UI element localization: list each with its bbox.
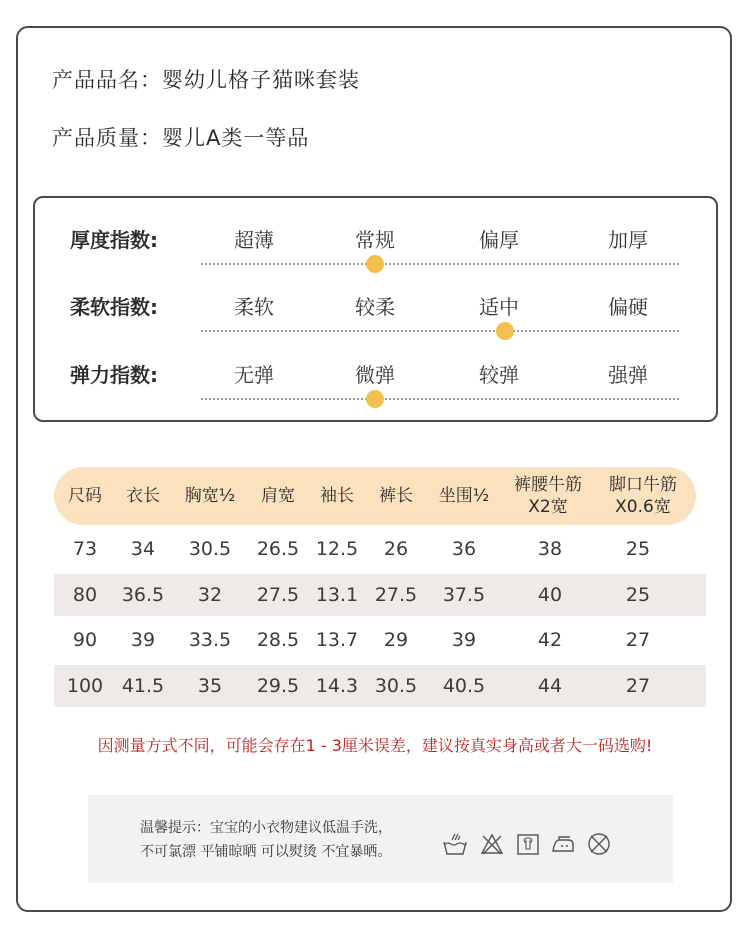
table-cell: 27	[625, 675, 651, 697]
elasticity-option: 强弹	[608, 363, 648, 387]
table-cell: 35	[197, 675, 223, 697]
table-cell: 26	[383, 538, 409, 560]
elasticity-index-row	[35, 359, 716, 419]
softness-index-label: 柔软指数:	[70, 295, 158, 319]
care-tips-box	[88, 795, 673, 883]
care-tip-line: 温馨提示：宝宝的小衣物建议低温手洗，	[140, 820, 392, 836]
column-header-shoulder: 肩宽	[261, 486, 295, 506]
table-cell: 37.5	[442, 584, 486, 606]
table-cell: 26.5	[256, 538, 300, 560]
table-cell: 80	[72, 584, 98, 606]
elasticity-option: 较弹	[479, 363, 519, 387]
measurement-notice: 因测量方式不同，可能会存在1 - 3厘米误差，建议按真实身高或者大一码选购!	[97, 736, 653, 755]
softness-option: 适中	[479, 295, 519, 319]
column-header-length: 衣长	[126, 486, 160, 506]
softness-option: 偏硬	[608, 295, 648, 319]
table-cell: 41.5	[121, 675, 165, 697]
table-cell: 42	[537, 629, 563, 651]
table-cell: 29.5	[256, 675, 300, 697]
table-cell: 13.1	[315, 584, 359, 606]
column-header-cuff-elastic: 脚口牛筋 X0.6宽	[609, 475, 677, 517]
column-header-chest: 胸宽½	[184, 486, 236, 506]
table-cell: 40	[537, 584, 563, 606]
table-row	[54, 665, 706, 707]
thickness-marker	[366, 255, 384, 273]
thickness-option: 超薄	[234, 228, 274, 252]
column-header-sleeve: 袖长	[320, 486, 354, 506]
table-cell: 30.5	[374, 675, 418, 697]
table-cell: 36.5	[121, 584, 165, 606]
softness-option: 柔软	[234, 295, 274, 319]
table-cell: 30.5	[188, 538, 232, 560]
table-cell: 14.3	[315, 675, 359, 697]
thickness-index-row	[35, 224, 716, 284]
table-cell: 38	[537, 538, 563, 560]
iron-icon	[550, 831, 576, 857]
table-row	[54, 528, 706, 570]
column-header-waist-elastic: 裤腰牛筋 X2宽	[514, 475, 582, 517]
table-cell: 28.5	[256, 629, 300, 651]
thickness-scale-line	[201, 263, 679, 265]
table-row	[54, 619, 706, 661]
table-cell: 73	[72, 538, 98, 560]
thickness-index-label: 厚度指数:	[70, 228, 158, 252]
table-cell: 100	[66, 675, 104, 697]
table-cell: 25	[625, 538, 651, 560]
elasticity-marker	[366, 390, 384, 408]
table-cell: 27.5	[256, 584, 300, 606]
column-header-size: 尺码	[68, 486, 102, 506]
table-cell: 90	[72, 629, 98, 651]
table-cell: 13.7	[315, 629, 359, 651]
no-bleach-icon	[479, 831, 505, 857]
index-panel	[33, 196, 718, 422]
table-cell: 27.5	[374, 584, 418, 606]
softness-marker	[496, 322, 514, 340]
table-cell: 27	[625, 629, 651, 651]
table-cell: 32	[197, 584, 223, 606]
elasticity-option: 微弹	[355, 363, 395, 387]
thickness-option: 加厚	[608, 228, 648, 252]
column-header-pants: 裤长	[379, 486, 413, 506]
care-tip-line: 不可氯漂 平铺晾晒 可以熨烫 不宜暴晒。	[140, 844, 392, 860]
table-cell: 39	[130, 629, 156, 651]
softness-scale-line	[201, 330, 679, 332]
table-row	[54, 574, 706, 616]
elasticity-scale-line	[201, 398, 679, 400]
table-cell: 44	[537, 675, 563, 697]
elasticity-index-label: 弹力指数:	[70, 363, 158, 387]
product-name: 产品品名：婴幼儿格子猫咪套装	[52, 68, 360, 92]
table-cell: 40.5	[442, 675, 486, 697]
hand-wash-icon	[442, 831, 468, 857]
table-cell: 29	[383, 629, 409, 651]
table-cell: 12.5	[315, 538, 359, 560]
thickness-option: 偏厚	[479, 228, 519, 252]
table-cell: 39	[451, 629, 477, 651]
size-table-header	[54, 467, 696, 525]
dry-flat-icon	[515, 831, 541, 857]
table-cell: 33.5	[188, 629, 232, 651]
table-cell: 25	[625, 584, 651, 606]
column-header-seat: 坐围½	[438, 486, 490, 506]
softness-option: 较柔	[355, 295, 395, 319]
table-cell: 34	[130, 538, 156, 560]
softness-index-row	[35, 291, 716, 351]
no-sun-icon	[586, 831, 612, 857]
product-quality: 产品质量：婴儿A类一等品	[52, 126, 310, 150]
table-cell: 36	[451, 538, 477, 560]
thickness-option: 常规	[355, 228, 395, 252]
elasticity-option: 无弹	[234, 363, 274, 387]
